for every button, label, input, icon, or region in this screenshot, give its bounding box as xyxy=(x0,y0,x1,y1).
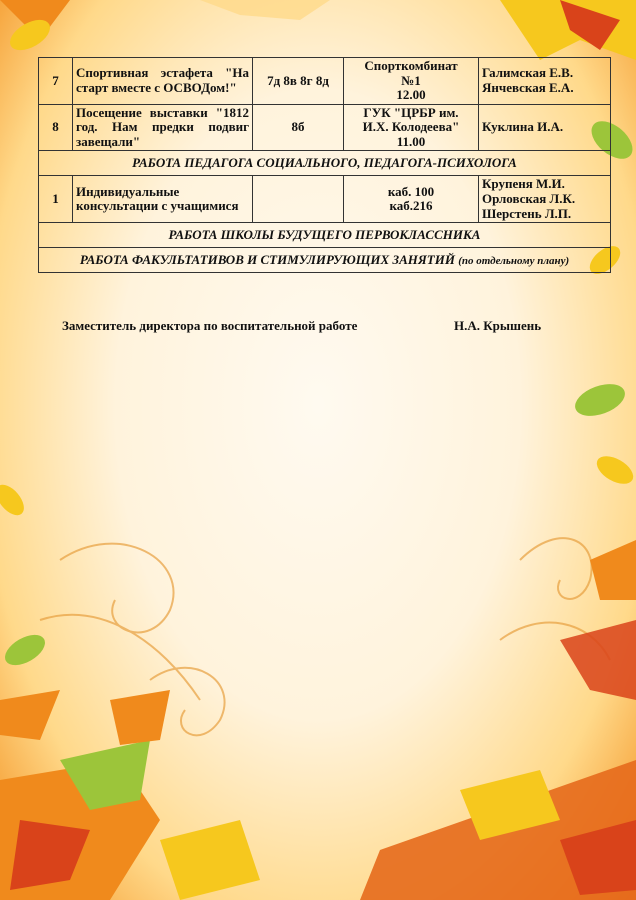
row-number: 1 xyxy=(39,176,73,223)
row-number: 8 xyxy=(39,104,73,151)
event-place: ГУК "ЦРБР им. И.Х. Колодеева" 11.00 xyxy=(344,104,479,151)
leaf-cluster-top xyxy=(0,0,636,60)
event-name: Индивидуальные консультации с учащимися xyxy=(73,176,253,223)
event-name: Спортивная эстафета "На старт вместе с ОСВОДом!" xyxy=(73,58,253,105)
leaf-cluster-bottom xyxy=(0,690,636,900)
section-note: (по отдельному плану) xyxy=(458,255,570,267)
event-name: Посещение выставки "1812 год. Нам предки подвиг завещали" xyxy=(73,104,253,151)
event-responsible: Крупеня М.И. Орловская Л.К. Шерстень Л.П. xyxy=(479,176,611,223)
section-row xyxy=(39,223,611,248)
section-row xyxy=(39,151,611,176)
table-row xyxy=(39,104,611,151)
event-responsible: Галимская Е.В. Янчевская Е.А. xyxy=(479,58,611,105)
section-heading: РАБОТА ШКОЛЫ БУДУЩЕГО ПЕРВОКЛАССНИКА xyxy=(39,223,611,248)
event-classes: 7д 8в 8г 8д xyxy=(253,58,344,105)
section-heading: РАБОТА ПЕДАГОГА СОЦИАЛЬНОГО, ПЕДАГОГА-ПСИХОЛОГА xyxy=(39,151,611,176)
table-row xyxy=(39,176,611,223)
event-place: каб. 100 каб.216 xyxy=(344,176,479,223)
signature-block xyxy=(62,318,582,334)
events-table xyxy=(38,57,611,273)
leaf-cluster-left xyxy=(0,480,60,740)
event-responsible: Куклина И.А. xyxy=(479,104,611,151)
event-classes: 8б xyxy=(253,104,344,151)
event-classes xyxy=(253,176,344,223)
swirl-ornament xyxy=(60,544,173,633)
signatory-name: Н.А. Крышень xyxy=(454,318,542,333)
event-place: Спорткомбинат №1 12.00 xyxy=(344,58,479,105)
signatory-position: Заместитель директора по воспитательной работе xyxy=(62,318,358,333)
table-row xyxy=(39,58,611,105)
section-title: РАБОТА ФАКУЛЬТАТИВОВ И СТИМУЛИРУЮЩИХ ЗАНЯТИЙ xyxy=(79,252,455,267)
section-heading xyxy=(39,248,611,273)
row-number: 7 xyxy=(39,58,73,105)
section-row xyxy=(39,248,611,273)
